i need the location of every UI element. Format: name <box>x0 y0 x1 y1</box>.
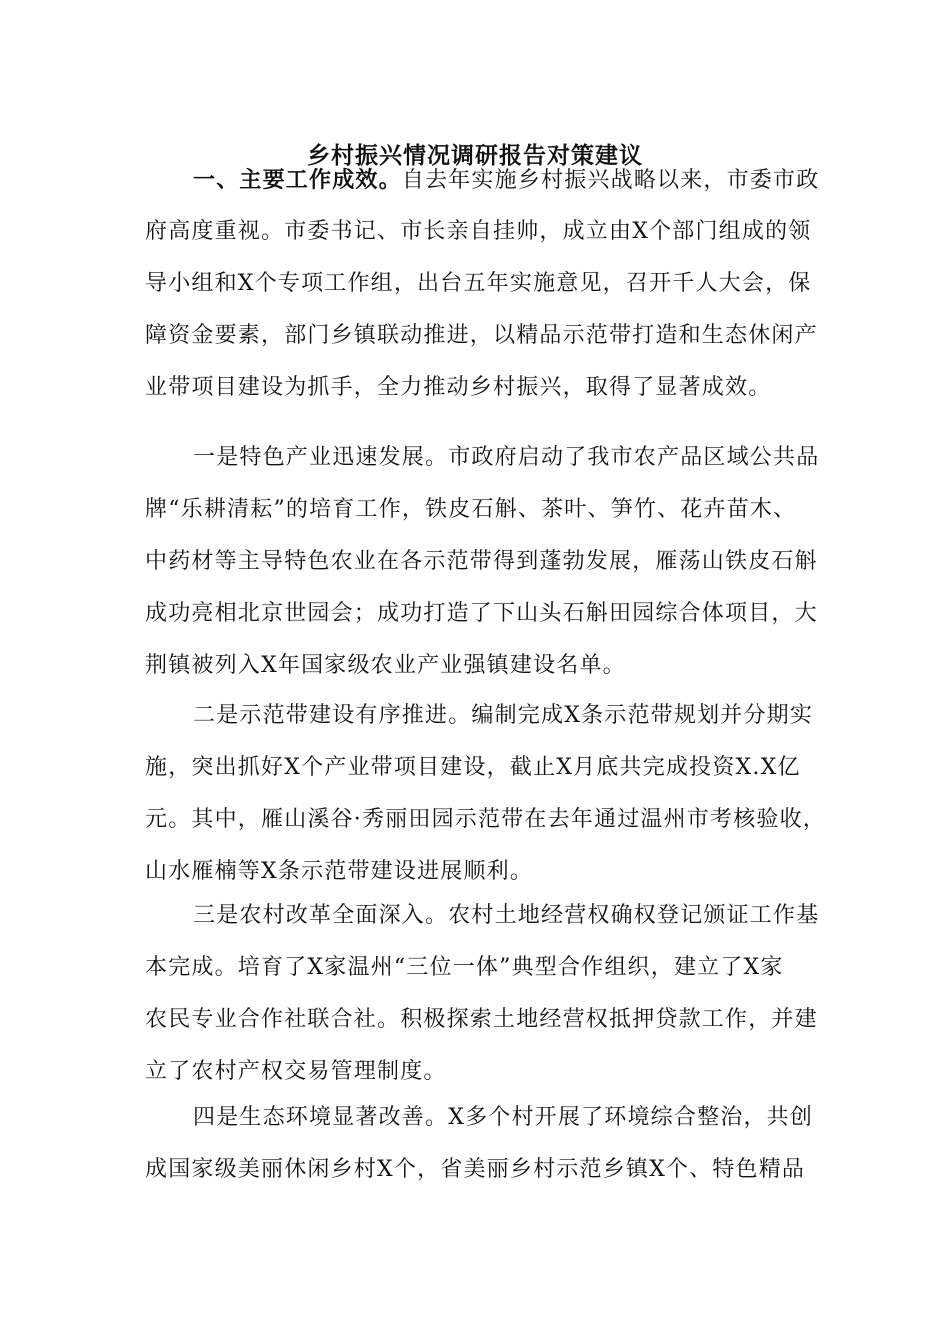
document-title: 乡村振兴情况调研报告对策建议 <box>307 142 643 169</box>
paragraph-main-achievements <box>145 154 823 414</box>
paragraph-ecology <box>145 1092 823 1196</box>
paragraph-line: 荆镇被列入X年国家级农业产业强镇建设名单。 <box>145 653 626 678</box>
section-heading: 一、主要工作成效。 <box>193 167 402 193</box>
paragraph-line: 本完成。培育了X家温州“三位一体”典型合作组织，建立了X家 <box>145 955 784 980</box>
paragraph-industry <box>145 432 823 692</box>
paragraph-line: 农民专业合作社联合社。积极探索土地经营权抵押贷款工作，并建 <box>145 1007 818 1032</box>
paragraph-line: 业带项目建设为抓手，全力推动乡村振兴，取得了显著成效。 <box>145 375 772 400</box>
paragraph-line: 元。其中，雁山溪谷·秀丽田园示范带在去年通过温州市考核验收， <box>145 807 826 832</box>
paragraph-line: 一、主要工作成效。自去年实施乡村振兴战略以来，市委市政 <box>193 167 820 193</box>
paragraph-line: 成功亮相北京世园会；成功打造了下山头石斛田园综合体项目，大 <box>145 601 818 626</box>
paragraph-line: 三是农村改革全面深入。农村土地经营权确权登记颁证工作基 <box>193 903 820 928</box>
paragraph-line: 导小组和X个专项工作组，出台五年实施意见，召开千人大会，保 <box>145 271 812 296</box>
paragraph-line: 成国家级美丽休闲乡村X个，省美丽乡村示范乡镇X个、特色精品 <box>145 1157 806 1182</box>
paragraph-line: 四是生态环境显著改善。X多个村开展了环境综合整治，共创 <box>193 1105 814 1130</box>
paragraph-line: 牌“乐耕清耘”的培育工作，铁皮石斛、茶叶、笋竹、花卉苗木、 <box>145 497 797 522</box>
paragraph-line: 山水雁楠等X条示范带建设进展顺利。 <box>145 859 534 884</box>
paragraph-line: 立了农村产权交易管理制度。 <box>145 1059 447 1084</box>
paragraph-line: 府高度重视。市委书记、市长亲自挂帅，成立由X个部门组成的领 <box>145 219 812 244</box>
paragraph-line: 中药材等主导特色农业在各示范带得到蓬勃发展，雁荡山铁皮石斛 <box>145 549 818 574</box>
paragraph-line: 施，突出抓好X个产业带项目建设，截止X月底共完成投资X.X亿 <box>145 755 801 780</box>
paragraph-line: 二是示范带建设有序推进。编制完成X条示范带规划并分期实 <box>193 703 814 728</box>
paragraph-rural-reform <box>145 890 823 1098</box>
paragraph-line: 障资金要素，部门乡镇联动推进，以精品示范带打造和生态休闲产 <box>145 323 818 348</box>
paragraph-demonstration-belt <box>145 690 826 898</box>
paragraph-line: 一是特色产业迅速发展。市政府启动了我市农产品区域公共品 <box>193 445 820 470</box>
